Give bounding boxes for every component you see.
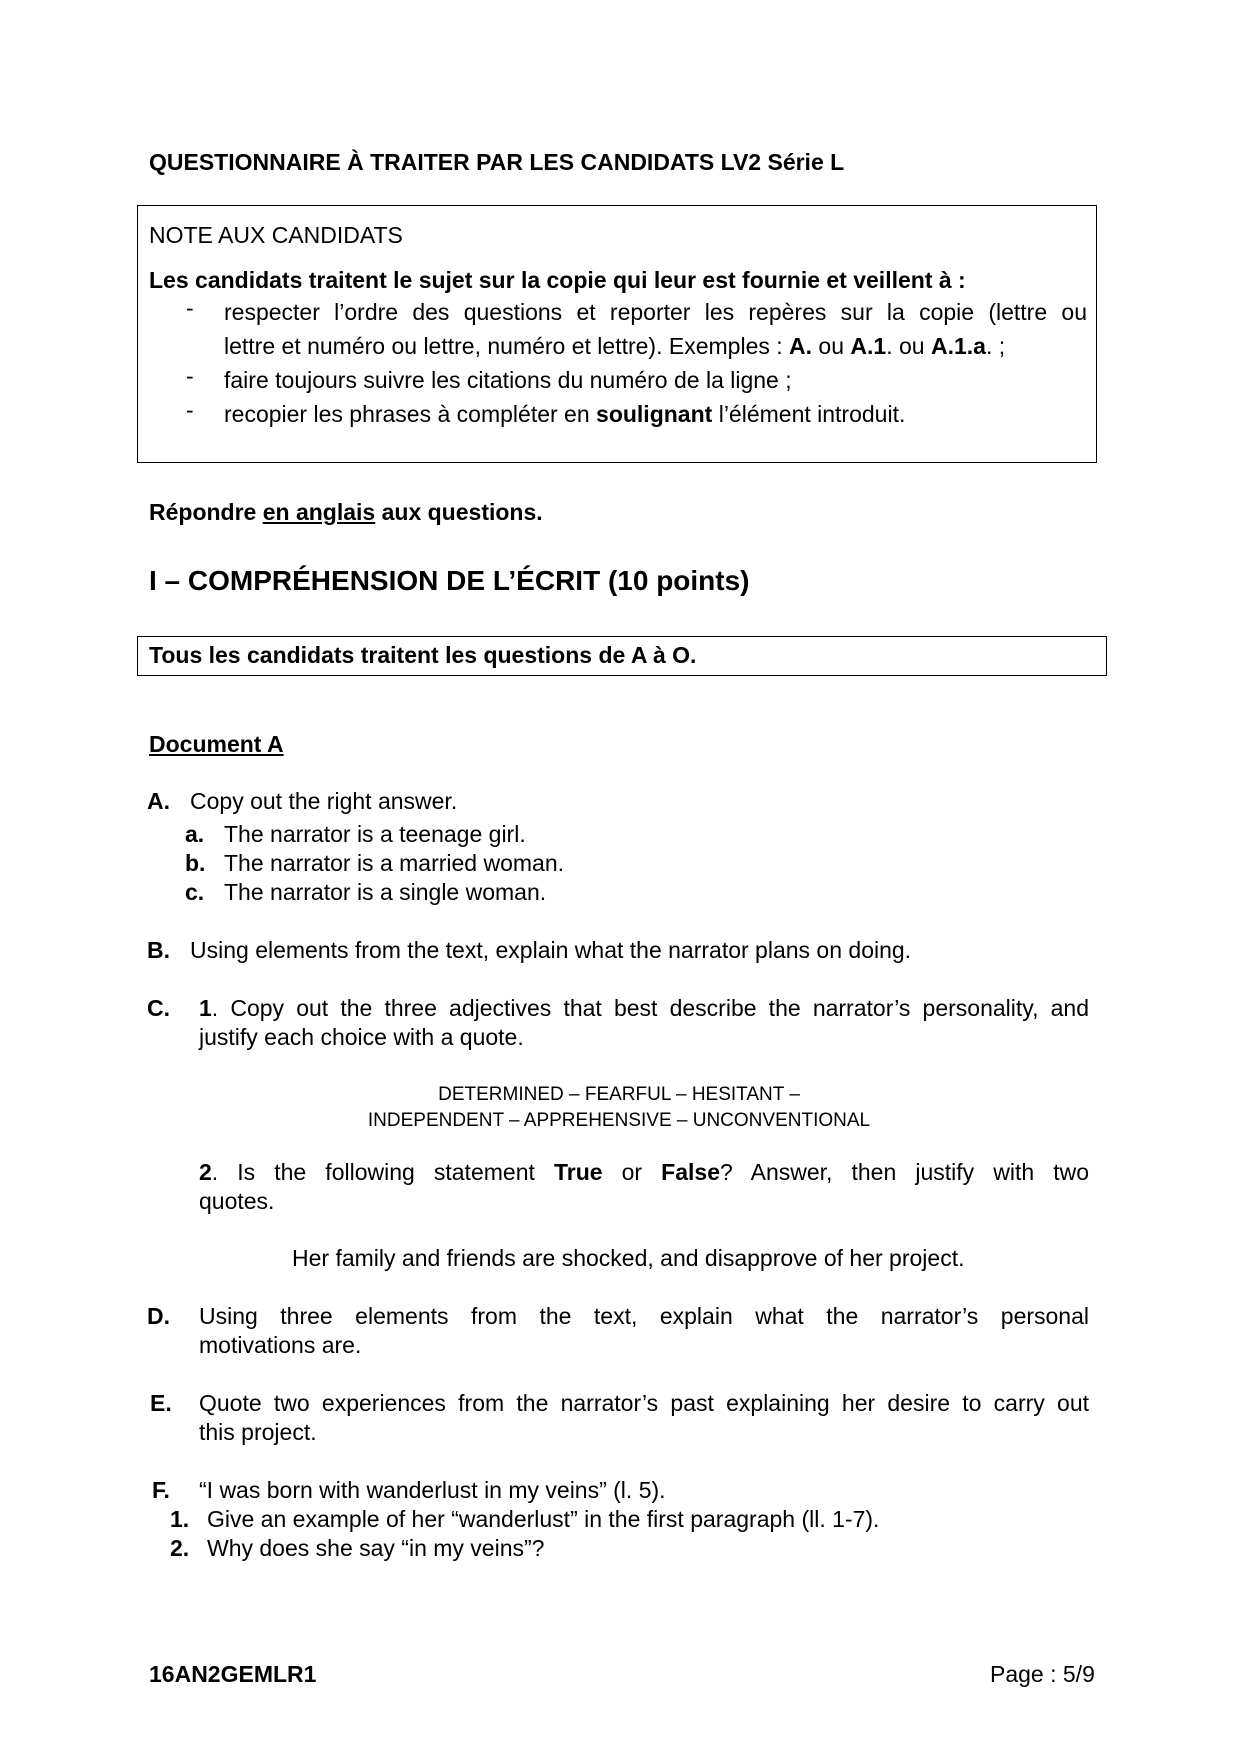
sub-question-text: Why does she say “in my veins”? bbox=[207, 1535, 545, 1561]
sub-question-number: 1. bbox=[170, 1506, 190, 1532]
question-d-line-1: Using three elements from the text, explain what the narrator’s personal bbox=[199, 1303, 1089, 1329]
note-item-1-line-1: respecter l’ordre des questions et reporter les repères sur la copie (lettre ou bbox=[224, 299, 1087, 325]
question-letter: B. bbox=[147, 937, 170, 963]
option-text: The narrator is a single woman. bbox=[224, 879, 547, 905]
question-e-line-1: Quote two experiences from the narrator’s past explaining her desire to carry out bbox=[199, 1390, 1089, 1416]
answer-instruction: Répondre en anglais aux questions. bbox=[149, 499, 543, 525]
scope-text: Tous les candidats traitent les questions de A à O. bbox=[149, 642, 697, 668]
note-item-1-line-2: lettre et numéro ou lettre, numéro et lettre). Exemples : A. ou A.1. ou A.1.a. ; bbox=[224, 333, 1006, 359]
note-dash: - bbox=[186, 295, 194, 321]
sub-question-text: Give an example of her “wanderlust” in the first paragraph (ll. 1-7). bbox=[207, 1506, 880, 1532]
page-title: QUESTIONNAIRE À TRAITER PAR LES CANDIDATS LV2 Série L bbox=[149, 149, 845, 175]
question-c2-line-1: 2. Is the following statement True or False? Answer, then justify with two bbox=[199, 1159, 1089, 1185]
adjectives-line-2: INDEPENDENT – APPREHENSIVE – UNCONVENTIONAL bbox=[367, 1110, 871, 1131]
question-letter: A. bbox=[147, 788, 170, 814]
note-dash: - bbox=[186, 363, 194, 389]
page-number: Page : 5/9 bbox=[990, 1661, 1095, 1687]
question-e-line-2: this project. bbox=[199, 1419, 317, 1445]
question-c1-line-1: 1. Copy out the three adjectives that best describe the narrator’s personality, and bbox=[199, 995, 1089, 1021]
sub-question-number: 2. bbox=[170, 1535, 190, 1561]
option-letter: a. bbox=[185, 821, 205, 847]
question-letter: F. bbox=[152, 1477, 170, 1503]
document-label: Document A bbox=[149, 731, 284, 757]
note-intro: Les candidats traitent le sujet sur la copie qui leur est fournie et veillent à : bbox=[149, 267, 966, 293]
option-letter: c. bbox=[185, 879, 205, 905]
statement: Her family and friends are shocked, and disapprove of her project. bbox=[292, 1245, 965, 1271]
question-text: Copy out the right answer. bbox=[190, 788, 458, 814]
option-text: The narrator is a teenage girl. bbox=[224, 821, 526, 847]
question-text: Using elements from the text, explain what the narrator plans on doing. bbox=[190, 937, 912, 963]
note-item-2: faire toujours suivre les citations du numéro de la ligne ; bbox=[224, 367, 792, 393]
note-dash: - bbox=[186, 397, 194, 423]
note-item-3: recopier les phrases à compléter en soulignant l’élément introduit. bbox=[224, 401, 906, 427]
question-letter: E. bbox=[150, 1390, 172, 1416]
question-letter: C. bbox=[147, 995, 170, 1021]
question-text: “I was born with wanderlust in my veins” (l. 5). bbox=[199, 1477, 666, 1503]
question-c1-line-2: justify each choice with a quote. bbox=[199, 1024, 524, 1050]
option-letter: b. bbox=[185, 850, 206, 876]
note-title: NOTE AUX CANDIDATS bbox=[149, 222, 403, 248]
section-title: I – COMPRÉHENSION DE L’ÉCRIT (10 points) bbox=[149, 565, 750, 596]
question-c2-line-2: quotes. bbox=[199, 1188, 275, 1214]
footer-code: 16AN2GEMLR1 bbox=[149, 1661, 317, 1687]
option-text: The narrator is a married woman. bbox=[224, 850, 565, 876]
question-d-line-2: motivations are. bbox=[199, 1332, 362, 1358]
adjectives-line-1: DETERMINED – FEARFUL – HESITANT – bbox=[438, 1084, 800, 1105]
question-letter: D. bbox=[147, 1303, 170, 1329]
